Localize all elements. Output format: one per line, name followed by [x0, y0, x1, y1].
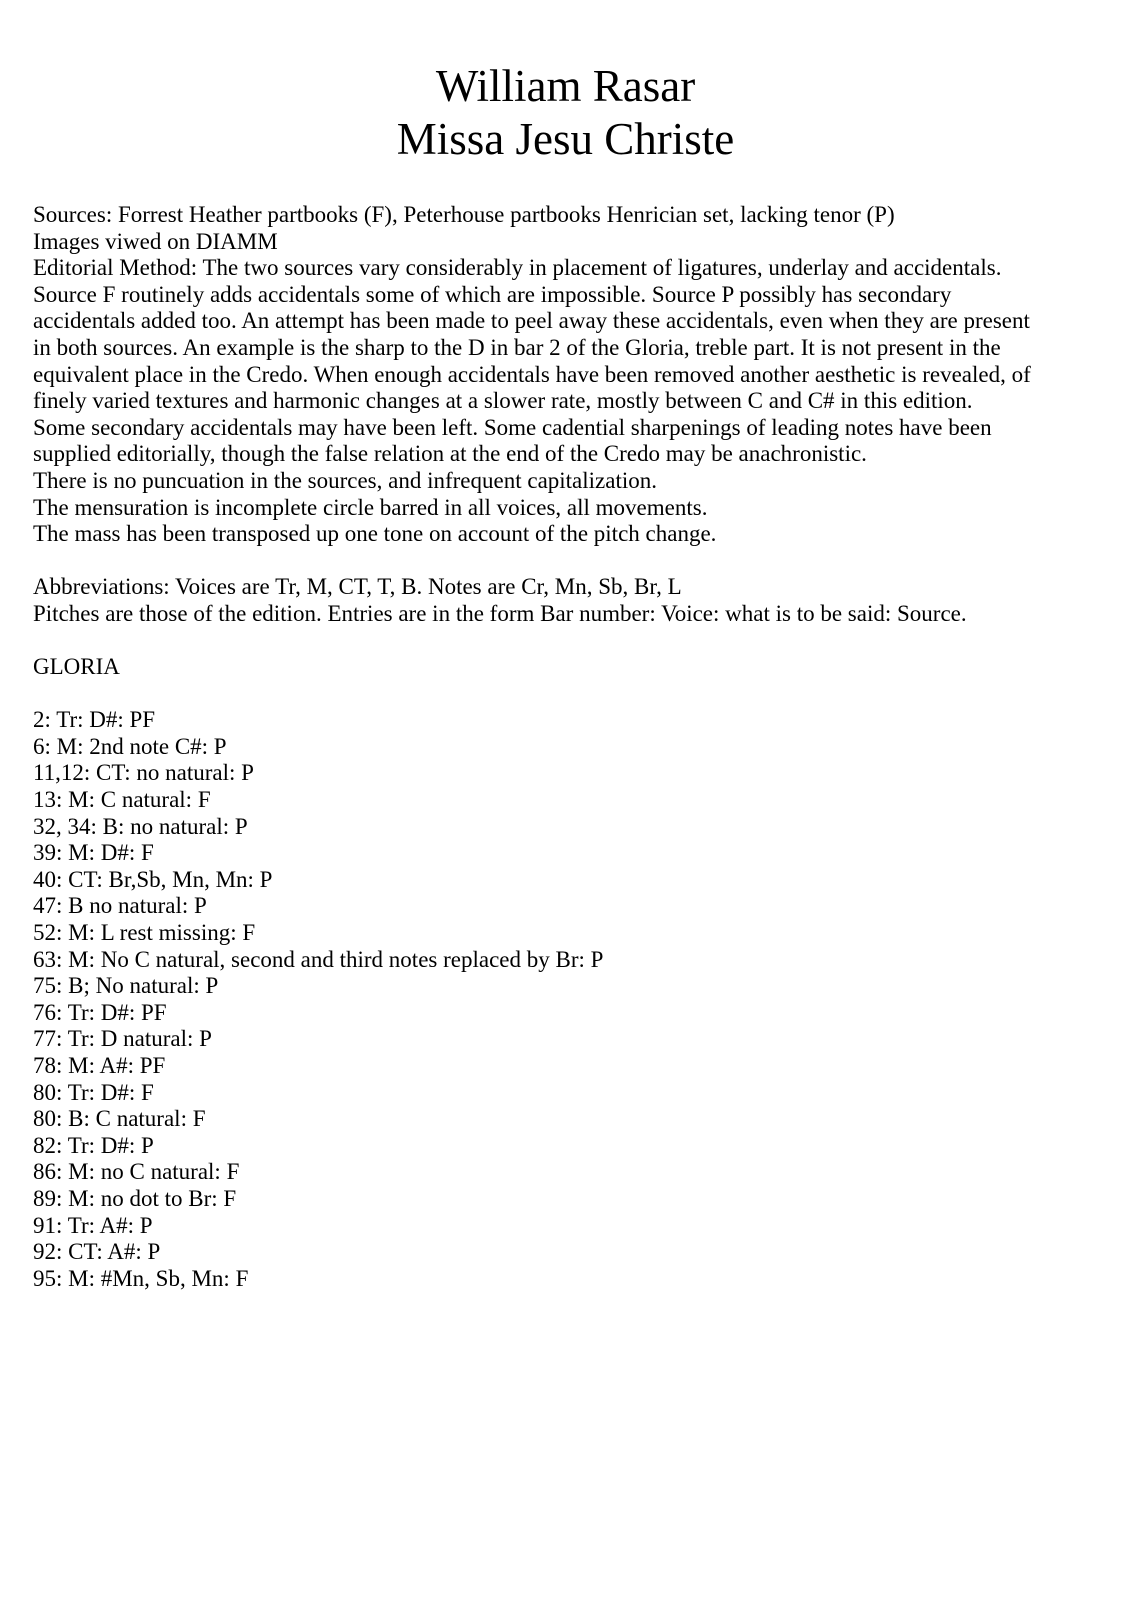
gloria-entry-line: 63: M: No C natural, second and third notes replaced by Br: P	[33, 946, 604, 972]
gloria-entry-line: 2: Tr: D#: PF	[33, 707, 156, 733]
abbreviations-section	[33, 574, 1101, 627]
gloria-entry-line: 40: CT: Br,Sb, Mn, Mn: P	[33, 866, 273, 892]
gloria-entry-line: 47: B no natural: P	[33, 893, 207, 919]
note-line: accidentals added too. An attempt has been made to peel away these accidentals, even when they are present	[33, 308, 1030, 334]
gloria-entry-line: 6: M: 2nd note C#: P	[33, 733, 227, 759]
note-line: There is no puncuation in the sources, and infrequent capitalization.	[33, 467, 657, 493]
gloria-entry-line: 76: Tr: D#: PF	[33, 999, 167, 1025]
document-subtitle: Missa Jesu Christe	[396, 114, 735, 164]
gloria-entry-line: 80: B: C natural: F	[33, 1106, 206, 1132]
title-block	[0, 0, 1131, 166]
gloria-entry-line: 80: Tr: D#: F	[33, 1079, 154, 1105]
gloria-entry-line: 78: M: A#: PF	[33, 1053, 166, 1078]
gloria-entry-line: 92: CT: A#: P	[33, 1239, 161, 1265]
note-line: The mensuration is incomplete circle barred in all voices, all movements.	[33, 494, 708, 520]
note-line: Some secondary accidentals may have been left. Some cadential sharpenings of leading notes have been	[33, 414, 992, 440]
gloria-entry-line: 82: Tr: D#: P	[33, 1132, 154, 1158]
note-line: Source F routinely adds accidentals some of which are impossible. Source P possibly has secondary	[33, 281, 952, 307]
gloria-entry-line: 86: M: no C natural: F	[33, 1159, 240, 1185]
note-line: Editorial Method: The two sources vary considerably in placement of ligatures, underlay and accidentals.	[33, 255, 1002, 281]
editorial-notes	[33, 202, 1101, 548]
note-line: supplied editorially, though the false relation at the end of the Credo may be anachronistic.	[33, 441, 867, 467]
gloria-entry-line: 39: M: D#: F	[33, 840, 154, 866]
note-line: Sources: Forrest Heather partbooks (F), Peterhouse partbooks Henrician set, lacking tenor (P)	[33, 202, 895, 227]
section-heading-gloria: GLORIA	[33, 654, 120, 680]
note-line: finely varied textures and harmonic changes at a slower rate, mostly between C and C# in this edition.	[33, 388, 973, 414]
note-line: in both sources. An example is the sharp to the D in bar 2 of the Gloria, treble part. It is not present in the	[33, 334, 1001, 360]
gloria-entry-line: 13: M: C natural: F	[33, 787, 211, 813]
gloria-entry-line: 11,12: CT: no natural: P	[33, 760, 254, 786]
gloria-entry-line: 95: M: #Mn, Sb, Mn: F	[33, 1265, 249, 1291]
abbreviation-line: Abbreviations: Voices are Tr, M, CT, T, B. Notes are Cr, Mn, Sb, Br, L	[33, 574, 682, 600]
gloria-entry-line: 75: B; No natural: P	[33, 973, 219, 999]
gloria-entry-line: 32, 34: B: no natural: P	[33, 813, 248, 839]
gloria-entry-line: 77: Tr: D natural: P	[33, 1026, 212, 1052]
gloria-entry-line: 89: M: no dot to Br: F	[33, 1185, 237, 1211]
gloria-entry-line: 91: Tr: A#: P	[33, 1212, 153, 1238]
note-line: The mass has been transposed up one tone on account of the pitch change.	[33, 521, 717, 547]
note-line: equivalent place in the Credo. When enough accidentals have been removed another aesthetic is revealed, of	[33, 361, 1031, 387]
gloria-entry-line: 52: M: L rest missing: F	[33, 920, 256, 946]
gloria-entries	[33, 707, 1101, 1292]
document-title: William Rasar	[435, 61, 696, 111]
document-body	[33, 202, 1101, 1292]
note-line: Images viwed on DIAMM	[33, 228, 278, 254]
abbreviation-line: Pitches are those of the edition. Entries are in the form Bar number: Voice: what is to be said: Source.	[33, 600, 967, 626]
